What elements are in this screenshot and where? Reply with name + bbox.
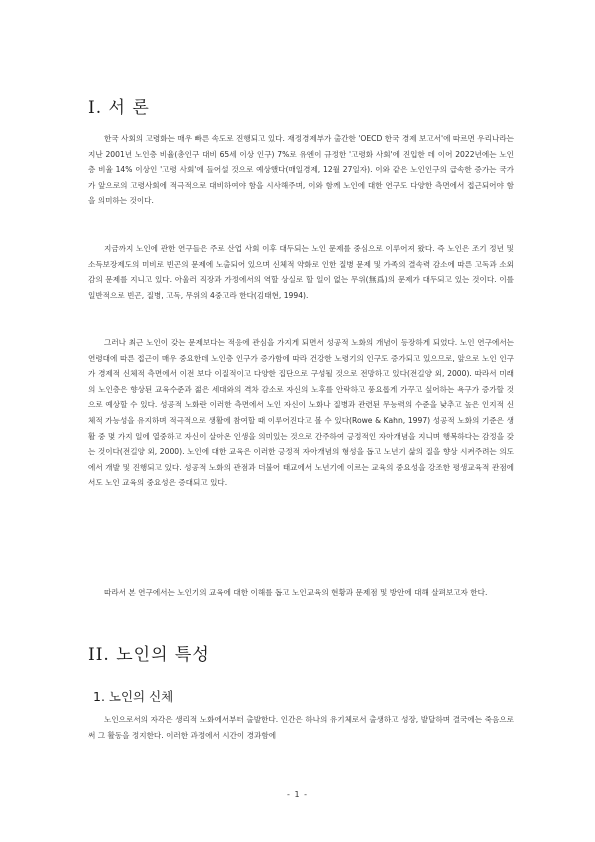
- paragraph-2: 지금까지 노인에 관한 연구들은 주로 산업 사회 이후 대두되는 노인 문제를 중심으로 이루어져 왔다. 즉 노인은 조기 정년 및 소득보장제도의 미비로 빈곤의 문제에 노출되어 있으며 신체적 약화로 인한 질병 문제 및 가족의 결속력 감소에 따른 고독과 소외감의 문제를 지니고 있다. 아울러 직장과 가정에서의 역할 상실로 할 일이 없는 무위(無爲)의 문제가 대두되고 있는 것이다. 이를 일반적으로 빈곤, 질병, 고독, 무위의 4중고라 한다(김태현, 1994).: [88, 244, 514, 300]
- paragraph-5: 노인으로서의 자각은 생리적 노화에서부터 출발한다. 인간은 하나의 유기체로서 출생하고 성장, 발달하며 결국에는 죽음으로써 그 활동을 정지한다. 이러한 과정에서 시간이 경과함에: [88, 715, 514, 740]
- subsection-heading-body: 1. 노인의 신체: [93, 689, 174, 704]
- paragraph-3: 그러나 최근 노인이 갖는 문제보다는 적응에 관심을 가지게 되면서 성공적 노화의 개념이 등장하게 되었다. 노인 연구에서는 연령대에 따른 접근이 매우 중요한데 노인층 인구가 증가함에 따라 건강한 노령기의 인구도 증가되고 있으므로, 앞으로 노인 인구가 경제적 신체적 측면에서 이전 보다 이질적이고 다양한 집단으로 구성될 것으로 전망하고 있다(전길양 외, 2000). 따라서 미래의 노인층은 향상된 교육수준과 젊은 세대와의 격차 감소로 자신의 노후를 안락하고 풍요롭게 가꾸고 싶어하는 욕구가 증가할 것으로 예상할 수 있다. 성공적 노화란 이러한 측면에서 노인 자신이 노화나 질병과 관련된 무능력의 수준을 낮추고 높은 인지적 신체적 가능성을 유지하며 적극적으로 생활에 참여할 때 이루어진다고 볼 수 있다(Rowe & Kahn, 1997) 성공적 노화의 기준은 생활 중 몇 가지 일에 열중하고 자신이 살아온 인생을 의미있는 것으로 간주하여 긍정적인 자아개념을 지니며 행복하다는 감정을 갖는 것이다(전길양 외, 2000). 노인에 대한 교육은 이러한 긍정적 자아개념의 형성을 돕고 노년기 삶의 질을 향상 시켜주려는 의도에서 개발 및 진행되고 있다. 성공적 노화의 관점과 더불어 태교에서 노년기에 이르는 교육의 중요성을 강조한 평생교육적 관점에서도 노인 교육의 중요성은 증대되고 있다.: [88, 338, 514, 488]
- section-heading-introduction: I. 서 론: [88, 98, 150, 118]
- paragraph-4: 따라서 본 연구에서는 노인기의 교육에 대한 이해를 돕고 노인교육의 현황과 문제점 및 방안에 대해 살펴보고자 한다.: [104, 588, 488, 597]
- section-heading-characteristics: II. 노인의 특성: [88, 645, 210, 665]
- paragraph-1: 한국 사회의 고령화는 매우 빠른 속도로 진행되고 있다. 재정경제부가 출간한 'OECD 한국 경제 보고서'에 따르면 우리나라는 지난 2001년 노인층 비율(총인구 대비 65세 이상 인구) 7%로 유엔이 규정한 '고령화 사회'에 진입한 데 이어 2022년에는 노인층 비율 14% 이상인 '고령 사회'에 들어설 것으로 예상했다(매일경제, 12월 27일자). 이와 같은 노인인구의 급속한 증가는 국가가 앞으로의 고령사회에 적극적으로 대비하여야 함을 시사해주며, 이와 함께 노인에 대한 연구도 다양한 측면에서 접근되어야 함을 의미하는 것이다.: [88, 134, 514, 206]
- page-number: - 1 -: [287, 790, 308, 799]
